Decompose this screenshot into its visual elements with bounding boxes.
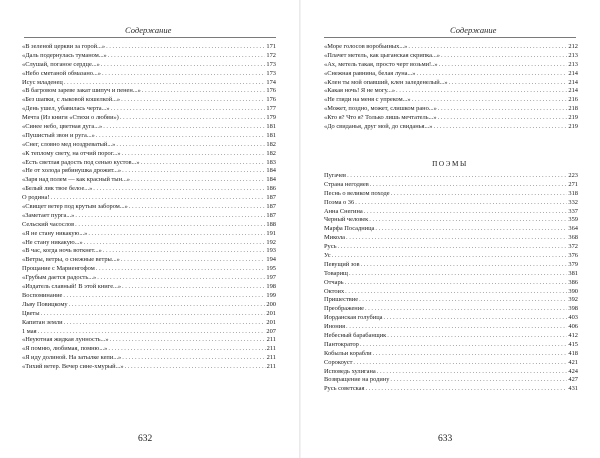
entry-title: Капитан земли bbox=[22, 318, 63, 326]
dot-leader bbox=[408, 43, 567, 52]
dot-leader bbox=[64, 319, 266, 328]
entry-title: «До свиданья, друг мой, до свиданья...» bbox=[324, 123, 433, 131]
entry-title: Ус bbox=[324, 252, 331, 260]
entry-title: Певущий зов bbox=[324, 260, 360, 268]
entry-page-number: 214 bbox=[568, 87, 578, 95]
entry-page-number: 424 bbox=[568, 367, 578, 375]
entry-title: «Я помню, любимая, помню...» bbox=[22, 345, 108, 353]
entry-page-number: 372 bbox=[568, 243, 578, 251]
toc-list bbox=[324, 43, 578, 132]
dot-leader bbox=[433, 123, 567, 132]
toc-entry bbox=[324, 79, 578, 88]
right-page bbox=[300, 0, 600, 458]
entry-title: Марфа Посадница bbox=[324, 225, 375, 233]
entry-title: Товарищ bbox=[324, 269, 348, 277]
entry-page-number: 173 bbox=[266, 69, 276, 77]
entry-page-number: 187 bbox=[266, 211, 276, 219]
entry-title: «Грубым дается радость...» bbox=[22, 274, 97, 282]
entry-page-number: 207 bbox=[266, 327, 276, 335]
entry-page-number: 182 bbox=[266, 140, 276, 148]
toc-entry bbox=[324, 114, 578, 123]
entry-title: Русь bbox=[324, 243, 337, 251]
dot-leader bbox=[84, 239, 266, 248]
entry-title: Сорокоуст bbox=[324, 358, 353, 366]
dot-leader bbox=[449, 79, 568, 88]
entry-title: Отчарь bbox=[324, 278, 344, 286]
entry-title: «Не стану никакую...» bbox=[22, 238, 83, 246]
entry-page-number: 176 bbox=[266, 87, 276, 95]
dot-leader bbox=[38, 328, 266, 337]
dot-leader bbox=[122, 283, 265, 292]
toc-entry bbox=[22, 336, 276, 345]
entry-title: Льву Повицкому bbox=[22, 300, 68, 308]
entry-title: «Я иду долиной. На затылке кепи...» bbox=[22, 354, 122, 362]
entry-page-number: 200 bbox=[266, 300, 276, 308]
dot-leader bbox=[93, 185, 265, 194]
dot-leader bbox=[360, 341, 568, 350]
dot-leader bbox=[108, 345, 265, 354]
toc-entry bbox=[22, 105, 276, 114]
dot-leader bbox=[375, 225, 567, 234]
header-rule bbox=[324, 37, 576, 38]
entry-page-number: 174 bbox=[266, 78, 276, 86]
entry-page-number: 173 bbox=[266, 60, 276, 68]
entry-title: Пантократор bbox=[324, 340, 359, 348]
dot-leader bbox=[438, 105, 568, 114]
dot-leader bbox=[412, 96, 568, 105]
dot-leader bbox=[122, 150, 266, 159]
entry-page-number: 187 bbox=[266, 194, 276, 202]
entry-page-number: 172 bbox=[266, 51, 276, 59]
section-title: ПОЭМЫ bbox=[432, 160, 468, 168]
dot-leader bbox=[345, 279, 568, 288]
entry-title: «Кто я? Что я? Только лишь мечтатель...» bbox=[324, 114, 437, 122]
entry-page-number: 211 bbox=[266, 345, 276, 353]
entry-page-number: 332 bbox=[568, 198, 578, 206]
entry-page-number: 183 bbox=[266, 158, 276, 166]
dot-leader bbox=[345, 288, 567, 297]
entry-page-number: 186 bbox=[266, 185, 276, 193]
entry-page-number: 216 bbox=[568, 96, 578, 104]
toc-entry bbox=[324, 216, 578, 225]
toc-entry bbox=[324, 332, 578, 341]
entry-page-number: 415 bbox=[568, 340, 578, 348]
entry-title: «Не гляди на меня с упреком...» bbox=[324, 96, 411, 104]
dot-leader bbox=[359, 296, 567, 305]
entry-page-number: 219 bbox=[568, 114, 578, 122]
entry-title: Октоих bbox=[324, 287, 345, 295]
toc-entry bbox=[22, 43, 276, 52]
entry-page-number: 368 bbox=[568, 234, 578, 242]
dot-leader bbox=[365, 305, 567, 314]
dot-leader bbox=[41, 310, 266, 319]
entry-title: Песнь о великом походе bbox=[324, 189, 390, 197]
entry-title: 1 мая bbox=[22, 327, 37, 335]
dot-leader bbox=[373, 350, 568, 359]
dot-leader bbox=[121, 256, 266, 265]
entry-title: «Пушистый звон и руга...» bbox=[22, 131, 95, 139]
toc-entry bbox=[22, 52, 276, 61]
entry-page-number: 381 bbox=[568, 269, 578, 277]
entry-page-number: 392 bbox=[568, 296, 578, 304]
dot-leader bbox=[361, 261, 568, 270]
dot-leader bbox=[390, 376, 567, 385]
entry-title: О родина! bbox=[22, 194, 50, 202]
entry-title: «Ветры, ветры, о снежные ветры...» bbox=[22, 256, 120, 264]
entry-title: Пришествие bbox=[324, 296, 359, 304]
entry-title: Русь советская bbox=[324, 385, 365, 393]
entry-page-number: 171 bbox=[266, 43, 276, 50]
toc-entry bbox=[324, 208, 578, 217]
entry-title: «Ах, метель такая, просто черт возьми!..» bbox=[324, 60, 438, 68]
toc-entry bbox=[22, 212, 276, 221]
toc-entry bbox=[22, 265, 276, 274]
entry-page-number: 201 bbox=[266, 318, 276, 326]
entry-title: «В час, когда ночь воткнет...» bbox=[22, 247, 102, 255]
entry-page-number: 412 bbox=[568, 332, 578, 340]
dot-leader bbox=[353, 359, 567, 368]
entry-page-number: 398 bbox=[568, 305, 578, 313]
entry-page-number: 212 bbox=[568, 43, 578, 50]
dot-leader bbox=[416, 70, 567, 79]
toc-entry bbox=[324, 43, 578, 52]
toc-entry bbox=[22, 123, 276, 132]
entry-title: «Слушай, поганое сердце...» bbox=[22, 60, 100, 68]
toc-entry bbox=[22, 292, 276, 301]
dot-leader bbox=[120, 114, 266, 123]
entry-title: Цветы bbox=[22, 309, 40, 317]
dot-leader bbox=[365, 385, 567, 394]
dot-leader bbox=[387, 332, 567, 341]
toc-entry bbox=[324, 70, 578, 79]
dot-leader bbox=[131, 176, 265, 185]
entry-title: Мечта (Из книги «Стихи о любви») bbox=[22, 114, 119, 122]
entry-title: «Синее небо, цветная дуга...» bbox=[22, 123, 103, 131]
toc-list bbox=[22, 43, 276, 372]
toc-entry bbox=[324, 368, 578, 377]
entry-title: Возвращение на родину bbox=[324, 376, 390, 384]
dot-leader bbox=[122, 354, 265, 363]
running-head: Содержание bbox=[125, 25, 172, 35]
entry-page-number: 188 bbox=[266, 220, 276, 228]
dot-leader bbox=[88, 230, 265, 239]
dot-leader bbox=[129, 203, 266, 212]
toc-entry bbox=[22, 185, 276, 194]
entry-page-number: 181 bbox=[266, 131, 276, 139]
entry-page-number: 403 bbox=[568, 314, 578, 322]
toc-entry bbox=[324, 172, 578, 181]
entry-page-number: 184 bbox=[266, 167, 276, 175]
toc-entry bbox=[22, 150, 276, 159]
toc-entry bbox=[22, 230, 276, 239]
toc-entry bbox=[22, 363, 276, 372]
entry-title: «Заря над полем — как красный тын...» bbox=[22, 176, 131, 184]
entry-title: «Издатель славный! В этой книге...» bbox=[22, 283, 122, 291]
dot-leader bbox=[103, 123, 265, 132]
dot-leader bbox=[141, 159, 266, 168]
toc-entry bbox=[324, 385, 578, 394]
toc-entry bbox=[324, 87, 578, 96]
dot-leader bbox=[63, 292, 265, 301]
dot-leader bbox=[110, 336, 266, 345]
toc-entry bbox=[22, 176, 276, 185]
dot-leader bbox=[75, 212, 265, 221]
entry-page-number: 406 bbox=[568, 323, 578, 331]
dot-leader bbox=[383, 314, 567, 323]
toc-entry bbox=[324, 52, 578, 61]
toc-entry bbox=[324, 61, 578, 70]
entry-page-number: 376 bbox=[568, 252, 578, 260]
entry-page-number: 213 bbox=[568, 60, 578, 68]
entry-page-number: 211 bbox=[266, 363, 276, 371]
entry-page-number: 198 bbox=[266, 283, 276, 291]
toc-entry bbox=[22, 256, 276, 265]
entry-title: «Даль подернулась туманом...» bbox=[22, 51, 107, 59]
toc-entry bbox=[22, 61, 276, 70]
dot-leader bbox=[369, 216, 567, 225]
entry-title: Прощание с Мариенгофом bbox=[22, 265, 95, 273]
entry-title: Сельский часослов bbox=[22, 220, 75, 228]
toc-entry bbox=[324, 376, 578, 385]
entry-title: «Белый лик твое белое...» bbox=[22, 185, 93, 193]
entry-title: Миколa bbox=[324, 234, 346, 242]
entry-page-number: 195 bbox=[266, 265, 276, 273]
dot-leader bbox=[125, 363, 266, 372]
entry-page-number: 386 bbox=[568, 278, 578, 286]
entry-title: «Снежная равнина, белая луна...» bbox=[324, 69, 416, 77]
toc-entry bbox=[324, 243, 578, 252]
entry-page-number: 418 bbox=[568, 349, 578, 357]
dot-leader bbox=[101, 61, 266, 70]
entry-page-number: 213 bbox=[568, 51, 578, 59]
toc-entry bbox=[22, 159, 276, 168]
toc-entry bbox=[324, 288, 578, 297]
dot-leader bbox=[102, 70, 265, 79]
toc-entry bbox=[324, 341, 578, 350]
toc-entry bbox=[324, 105, 578, 114]
toc-entry bbox=[22, 283, 276, 292]
toc-entry bbox=[324, 190, 578, 199]
dot-leader bbox=[347, 172, 567, 181]
entry-title: «День ушел, убавилась черта...» bbox=[22, 105, 110, 113]
toc-entry bbox=[324, 96, 578, 105]
entry-title: «Неуютная жидкая лунность...» bbox=[22, 336, 109, 344]
entry-page-number: 179 bbox=[266, 114, 276, 122]
entry-page-number: 359 bbox=[568, 216, 578, 224]
dot-leader bbox=[122, 167, 265, 176]
toc-entry bbox=[22, 274, 276, 283]
entry-page-number: 218 bbox=[568, 105, 578, 113]
entry-title: Пугачев bbox=[324, 172, 347, 179]
entry-title: Страна негодяев bbox=[324, 180, 369, 188]
toc-entry bbox=[22, 79, 276, 88]
entry-page-number: 197 bbox=[266, 274, 276, 282]
toc-entry bbox=[324, 270, 578, 279]
dot-leader bbox=[111, 105, 266, 114]
toc-entry bbox=[22, 239, 276, 248]
entry-page-number: 194 bbox=[266, 256, 276, 264]
entry-title: «В зеленой церкви за горой...» bbox=[22, 43, 106, 50]
entry-page-number: 364 bbox=[568, 225, 578, 233]
entry-page-number: 431 bbox=[568, 385, 578, 393]
dot-leader bbox=[69, 301, 266, 310]
entry-page-number: 187 bbox=[266, 203, 276, 211]
toc-entry bbox=[324, 234, 578, 243]
dot-leader bbox=[370, 181, 568, 190]
entry-title: «Море голосов воробьиных...» bbox=[324, 43, 408, 50]
toc-entry bbox=[324, 279, 578, 288]
toc-entry bbox=[324, 181, 578, 190]
entry-title: «Не от холода рябинушка дрожит...» bbox=[22, 167, 122, 175]
toc-entry bbox=[324, 359, 578, 368]
dot-leader bbox=[142, 87, 266, 96]
toc-entry bbox=[22, 96, 276, 105]
entry-title: «Тихий ветер. Вечер сине-хмурый...» bbox=[22, 363, 124, 371]
toc-entry bbox=[324, 323, 578, 332]
toc-entry bbox=[22, 87, 276, 96]
dot-leader bbox=[332, 252, 568, 261]
entry-title: «Свищет ветер под крутым забором...» bbox=[22, 203, 128, 211]
entry-title: «Снег, словно мед ноздреватый...» bbox=[22, 140, 116, 148]
entry-title: «Какая ночь! Я не могу...» bbox=[324, 87, 396, 95]
toc-entry bbox=[324, 261, 578, 270]
dot-leader bbox=[97, 274, 265, 283]
entry-title: Инония bbox=[324, 323, 346, 331]
toc-entry bbox=[22, 70, 276, 79]
toc-entry bbox=[22, 167, 276, 176]
entry-title: Черный человек bbox=[324, 216, 369, 224]
entry-title: Исус младенец bbox=[22, 78, 63, 86]
entry-page-number: 191 bbox=[266, 229, 276, 237]
entry-page-number: 176 bbox=[266, 96, 276, 104]
toc-entry bbox=[324, 350, 578, 359]
toc-entry bbox=[22, 203, 276, 212]
entry-page-number: 211 bbox=[266, 354, 276, 362]
entry-page-number: 184 bbox=[266, 176, 276, 184]
dot-leader bbox=[75, 221, 265, 230]
entry-title: «К теплому свету, на отчий порог...» bbox=[22, 149, 121, 157]
entry-title: «Может, поздно, может, слишком рано...» bbox=[324, 105, 437, 113]
entry-page-number: 271 bbox=[568, 180, 578, 188]
entry-page-number: 337 bbox=[568, 207, 578, 215]
entry-page-number: 390 bbox=[568, 287, 578, 295]
toc-entry bbox=[22, 328, 276, 337]
entry-title: «Клен ты мой опавший, клен заледенелый...» bbox=[324, 78, 448, 86]
entry-title: Небесный барабанщик bbox=[324, 332, 387, 340]
entry-title: «Без шапки, с лыковой кошелкой...» bbox=[22, 96, 121, 104]
toc-entry bbox=[22, 132, 276, 141]
entry-title: «Плачет метель, как цыганская скрипка...» bbox=[324, 51, 440, 59]
toc-entry bbox=[22, 141, 276, 150]
entry-page-number: 379 bbox=[568, 260, 578, 268]
dot-leader bbox=[355, 199, 567, 208]
toc-entry bbox=[324, 305, 578, 314]
dot-leader bbox=[103, 247, 266, 256]
entry-title: Исповедь хулигана bbox=[324, 367, 376, 375]
toc-entry bbox=[22, 247, 276, 256]
entry-page-number: 318 bbox=[568, 189, 578, 197]
entry-page-number: 177 bbox=[266, 105, 276, 113]
entry-page-number: 214 bbox=[568, 78, 578, 86]
dot-leader bbox=[108, 52, 266, 61]
entry-title: Преображение bbox=[324, 305, 364, 313]
toc-entry bbox=[22, 354, 276, 363]
dot-leader bbox=[349, 270, 567, 279]
page-number: 633 bbox=[438, 434, 453, 444]
entry-page-number: 211 bbox=[266, 336, 276, 344]
dot-leader bbox=[121, 96, 265, 105]
toc-entry bbox=[324, 199, 578, 208]
dot-leader bbox=[438, 114, 568, 123]
entry-page-number: 201 bbox=[266, 309, 276, 317]
entry-page-number: 181 bbox=[266, 123, 276, 131]
entry-page-number: 214 bbox=[568, 69, 578, 77]
toc-entry bbox=[22, 221, 276, 230]
toc-entry bbox=[324, 296, 578, 305]
dot-leader bbox=[396, 87, 567, 96]
dot-leader bbox=[346, 323, 567, 332]
poems-toc-list bbox=[324, 172, 578, 394]
toc-entry bbox=[324, 123, 578, 132]
entry-page-number: 182 bbox=[266, 149, 276, 157]
entry-title: «В багровом зареве закат шипуч и пенен...» bbox=[22, 87, 141, 95]
entry-page-number: 427 bbox=[568, 376, 578, 384]
entry-title: Иорданская голубица bbox=[324, 314, 383, 322]
toc-entry bbox=[22, 345, 276, 354]
toc-entry bbox=[22, 114, 276, 123]
dot-leader bbox=[338, 243, 568, 252]
entry-page-number: 219 bbox=[568, 123, 578, 131]
header-rule bbox=[24, 37, 276, 38]
toc-entry bbox=[324, 252, 578, 261]
dot-leader bbox=[96, 132, 266, 141]
dot-leader bbox=[364, 208, 568, 217]
running-head: Содержание bbox=[450, 25, 497, 35]
dot-leader bbox=[377, 368, 568, 377]
page-number: 632 bbox=[138, 434, 153, 444]
entry-page-number: 193 bbox=[266, 247, 276, 255]
dot-leader bbox=[106, 43, 265, 52]
entry-title: «Заметает пурга...» bbox=[22, 211, 75, 219]
dot-leader bbox=[50, 194, 265, 203]
dot-leader bbox=[439, 61, 568, 70]
entry-title: Поэма о 36 bbox=[324, 198, 355, 206]
dot-leader bbox=[64, 79, 266, 88]
toc-entry bbox=[22, 310, 276, 319]
dot-leader bbox=[391, 190, 568, 199]
toc-entry bbox=[22, 194, 276, 203]
toc-entry bbox=[22, 301, 276, 310]
entry-title: Кобыльи корабли bbox=[324, 349, 372, 357]
entry-title: «Я не стану никакую...» bbox=[22, 229, 88, 237]
entry-page-number: 199 bbox=[266, 291, 276, 299]
entry-title: «Небо сметаной обмазано...» bbox=[22, 69, 101, 77]
entry-page-number: 421 bbox=[568, 358, 578, 366]
toc-entry bbox=[324, 314, 578, 323]
dot-leader bbox=[346, 234, 567, 243]
entry-title: Воспоминание bbox=[22, 291, 63, 299]
entry-title: «Есть светлая радость под сенью кустов...» bbox=[22, 158, 140, 166]
dot-leader bbox=[96, 265, 266, 274]
entry-page-number: 192 bbox=[266, 238, 276, 246]
toc-entry bbox=[22, 319, 276, 328]
toc-entry bbox=[324, 225, 578, 234]
dot-leader bbox=[116, 141, 265, 150]
entry-title: Анна Снегина bbox=[324, 207, 363, 215]
dot-leader bbox=[441, 52, 567, 61]
entry-page-number: 223 bbox=[568, 172, 578, 179]
